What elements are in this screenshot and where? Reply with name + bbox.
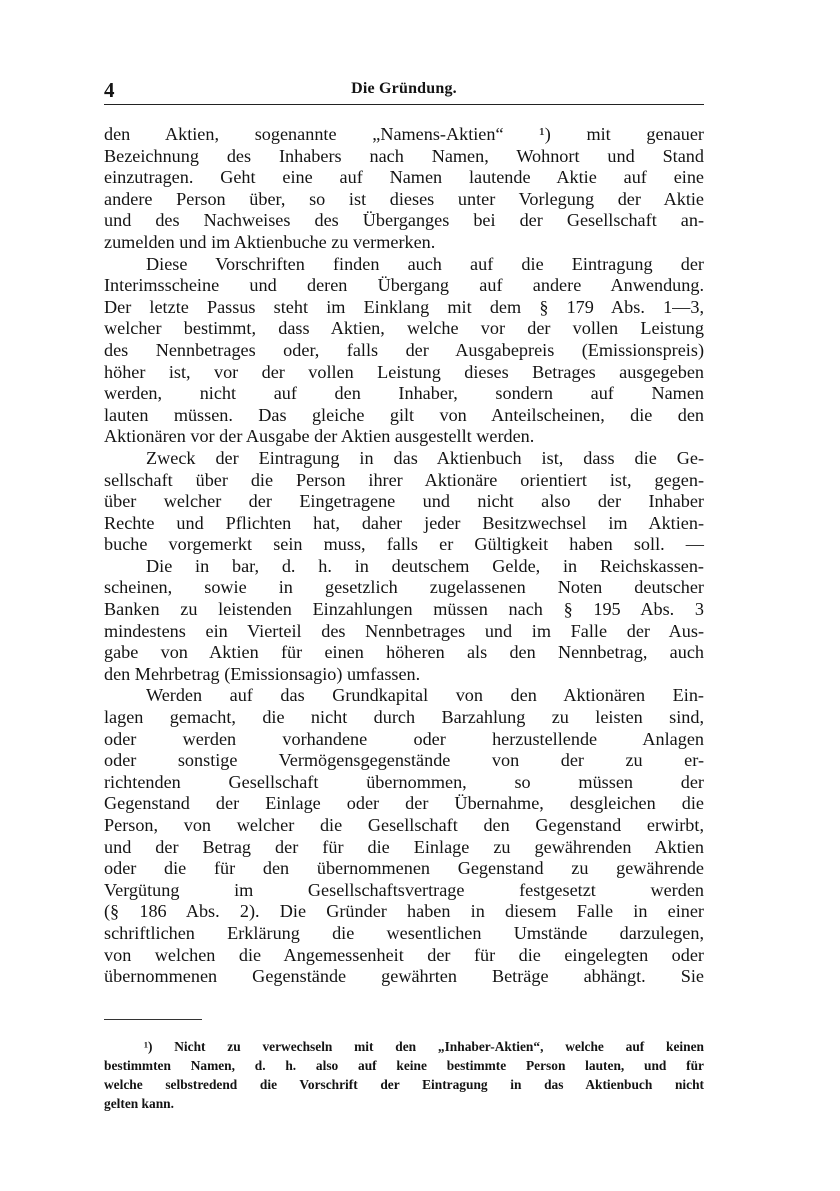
body-line: lauten müssen. Das gleiche gilt von Anteilscheinen, die den [104,404,704,425]
body-line: den Aktien, sogenannte „Namens-Aktien“ ¹) mit genauer [104,124,704,144]
body-line: über welcher der Eingetragene und nicht also der Inhaber [104,491,704,512]
footnote-line: welche selbstredend die Vorschrift der Eintragung in das Aktienbuch nicht [104,1077,704,1092]
body-line: von welchen die Angemessenheit der für die eingelegten oder [104,944,704,965]
body-line: Aktionären vor der Ausgabe der Aktien ausgestellt werden. [104,426,535,447]
running-head: Die Gründung. [351,80,457,97]
body-line: scheinen, sowie in gesetzlich zugelassenen Noten deutscher [104,577,704,598]
body-line: Rechte und Pflichten hat, daher jeder Besitzwechsel im Aktien- [104,512,704,533]
body-line: gabe von Aktien für einen höheren als den Nennbetrag, auch [104,642,704,663]
body-line: übernommenen Gegenstände gewährten Beträge abhängt. Sie [104,966,704,987]
footnote [104,1037,704,1113]
page-number: 4 [104,78,115,102]
body-line: Werden auf das Grundkapital von den Aktionären Ein- [146,685,704,706]
body-line: andere Person über, so ist dieses unter Vorlegung der Aktie [104,188,704,209]
body-line: Diese Vorschriften finden auch auf die Eintragung der [146,253,704,274]
body-line: oder die für den übernommenen Gegenstand zu gewährende [104,858,704,879]
body-line: und des Nachweises des Überganges bei der Gesellschaft an- [104,210,704,231]
body-line: höher ist, vor der vollen Leistung dieses Betrages ausgegeben [104,361,704,382]
footnote-line: gelten kann. [104,1096,174,1111]
body-line: Zweck der Eintragung in das Aktienbuch ist, dass die Ge- [146,447,704,468]
body-line: den Mehrbetrag (Emissionsagio) umfassen. [104,663,421,684]
body-line: schriftlichen Erklärung die wesentlichen Umstände darzulegen, [104,922,704,943]
footnote-line: bestimmten Namen, d. h. also auf keine bestimmte Person lauten, und für [104,1058,704,1073]
body-line: Der letzte Passus steht im Einklang mit dem § 179 Abs. 1—3, [104,296,704,317]
body-line: welcher bestimmt, dass Aktien, welche vor der vollen Leistung [104,318,704,339]
body-line: des Nennbetrages oder, falls der Ausgabepreis (Emissionspreis) [104,339,704,360]
page-header [104,74,704,104]
body-line: zumelden und im Aktienbuche zu vermerken. [104,231,436,252]
body-line: richtenden Gesellschaft übernommen, so müssen der [104,771,704,792]
body-line: oder werden vorhandene oder herzustellende Anlagen [104,728,704,749]
body-line: Banken zu leistenden Einzahlungen müssen nach § 195 Abs. 3 [104,599,704,620]
body-line: (§ 186 Abs. 2). Die Gründer haben in diesem Falle in einer [104,901,704,922]
body-line: Person, von welcher die Gesellschaft den Gegenstand erwirbt, [104,815,704,835]
footnote-rule [104,1019,202,1020]
body-line: Die in bar, d. h. in deutschem Gelde, in Reichskassen- [146,555,704,576]
body-line: sellschaft über die Person ihrer Aktionäre orientiert ist, gegen- [104,469,704,490]
body-line: lagen gemacht, die nicht durch Barzahlung zu leisten sind, [104,707,704,728]
header-rule [104,104,704,105]
body-line: Bezeichnung des Inhabers nach Namen, Wohnort und Stand [104,145,704,166]
body-line: buche vorgemerkt sein muss, falls er Gültigkeit haben soll. — [104,534,704,555]
body-line: Interimsscheine und deren Übergang auf andere Anwendung. [104,275,704,296]
body-line: und der Betrag der für die Einlage zu gewährenden Aktien [104,836,704,857]
body-line: werden, nicht auf den Inhaber, sondern auf Namen [104,383,704,404]
body-line: mindestens ein Vierteil des Nennbetrages und im Falle der Aus- [104,620,704,641]
body-line: oder sonstige Vermögensgegenstände von der zu er- [104,750,704,771]
body-line: einzutragen. Geht eine auf Namen lautende Aktie auf eine [104,167,704,188]
body-line: Vergütung im Gesellschaftsvertrage festgesetzt werden [104,879,704,900]
body-text [104,124,704,988]
body-line: Gegenstand der Einlage oder der Übernahme, desgleichen die [104,793,704,814]
footnote-line: ¹) Nicht zu verwechseln mit den „Inhaber-Aktien“, welche auf keinen [144,1039,704,1054]
